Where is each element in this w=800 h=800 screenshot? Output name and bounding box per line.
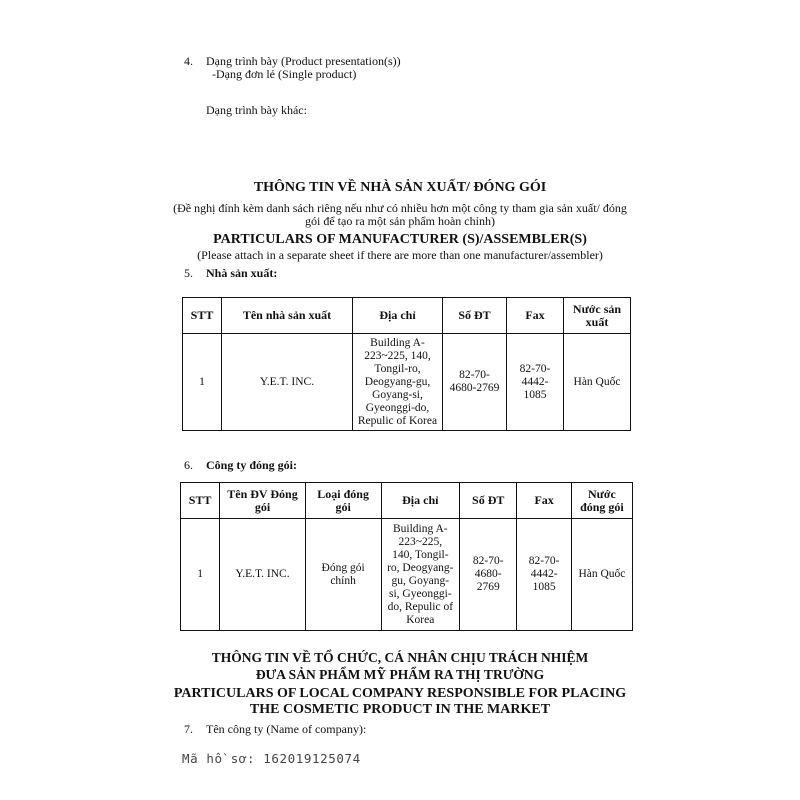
section-6-number: 6. [184,458,193,472]
cell-phone: 82-70- 4680- 2769 [460,519,517,631]
other-presentation-label: Dạng trình bày khác: [206,103,307,117]
manufacturer-table [182,297,631,431]
local-company-title-en-1: PARTICULARS OF LOCAL COMPANY RESPONSIBLE FOR PLACING [173,686,627,701]
cell-packager-name: Y.E.T. INC. [220,519,305,631]
table-row [181,519,633,631]
cell-country: Hàn Quốc [564,334,631,431]
single-product-label: -Dạng đơn lẻ (Single product) [212,67,357,81]
header-fax: Fax [507,298,564,334]
header-packager-name: Tên ĐV Đóng gói [220,483,305,519]
header-country: Nước đóng gói [571,483,632,519]
cell-stt: 1 [181,519,220,631]
header-country: Nước sản xuất [564,298,631,334]
cell-fax: 82-70- 4442- 1085 [507,334,564,431]
header-fax: Fax [517,483,572,519]
manufacturer-title-en: PARTICULARS OF MANUFACTURER (S)/ASSEMBLER(S) [213,232,587,247]
section-7-heading: Tên công ty (Name of company): [206,722,367,736]
header-address: Địa chỉ [381,483,460,519]
cell-address: Building A- 223~225, 140, Tongil- ro, Deogyang- gu, Goyang- si, Gyeonggi- do, Repulic of Korea [381,519,460,631]
manufacturer-note-en: (Please attach in a separate sheet if there are more than one manufacturer/assembler) [197,248,603,262]
section-4-heading: Dạng trình bày (Product presentation(s)) [206,54,401,68]
header-packaging-type: Loại đóng gói [305,483,381,519]
cell-address: Building A- 223~225, 140, Tongil-ro, Deogyang-gu, Goyang-si, Gyeonggi-do, Repulic of Korea [353,334,443,431]
section-5-heading: Nhà sản xuất: [206,266,278,280]
table-header-row [183,298,631,334]
section-6-heading: Công ty đóng gói: [206,458,298,472]
local-company-title-vi-2: ĐƯA SẢN PHẨM MỸ PHẨM RA THỊ TRƯỜNG [255,667,545,682]
section-7-number: 7. [184,722,193,736]
manufacturer-note-vi-2: gói để tạo ra một sản phẩm hoàn chỉnh) [305,214,495,228]
local-company-title-vi-1: THÔNG TIN VỀ TỔ CHỨC, CÁ NHÂN CHỊU TRÁCH NHIỆM [211,650,589,665]
header-manufacturer-name: Tên nhà sản xuất [222,298,353,334]
record-id: Mã hồ sơ: 162019125074 [182,751,361,766]
cell-country: Hàn Quốc [571,519,632,631]
section-5-number: 5. [184,266,193,280]
cell-fax: 82-70- 4442- 1085 [517,519,572,631]
manufacturer-title-vi: THÔNG TIN VỀ NHÀ SẢN XUẤT/ ĐÓNG GÓI [253,180,547,195]
table-header-row [181,483,633,519]
packager-table [180,482,633,631]
header-stt: STT [183,298,222,334]
table-row [183,334,631,431]
header-phone: Số ĐT [460,483,517,519]
header-address: Địa chỉ [353,298,443,334]
section-4-number: 4. [184,54,193,68]
cell-phone: 82-70- 4680-2769 [443,334,507,431]
cell-manufacturer-name: Y.E.T. INC. [222,334,353,431]
cell-packaging-type: Đóng gói chính [305,519,381,631]
manufacturer-note-vi-1: (Đề nghị đính kèm danh sách riêng nếu như có nhiều hơn một công ty tham gia sản xuất/ đóng [173,201,627,215]
header-stt: STT [181,483,220,519]
header-phone: Số ĐT [443,298,507,334]
local-company-title-en-2: THE COSMETIC PRODUCT IN THE MARKET [249,702,551,717]
cell-stt: 1 [183,334,222,431]
